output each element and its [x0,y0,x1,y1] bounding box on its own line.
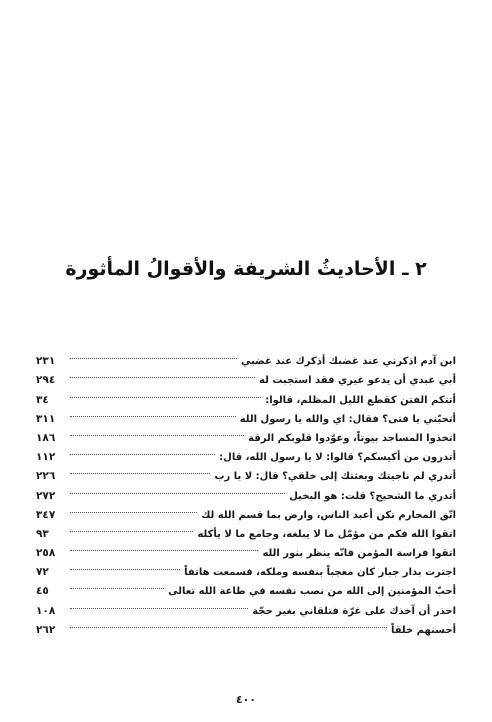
entry-page-number: ٢٥٨ [36,547,56,560]
entry-page-number: ٢٢٦ [36,470,56,483]
entry-page-number: ٣١١ [36,412,56,425]
dot-leader [70,345,237,364]
entry-text: أتدري ما الشحيح؟ قلت: هو البخيل [289,490,456,502]
entry-text: اتقوا فراسة المؤمن فانّه ينظر بنور الله [262,548,456,560]
entry-text: اتّق المحارم تكن أعبد الناس، وارض بما قسم الله لك [201,509,456,521]
entry-text: اجترت بدار جبار كان معجباً بنفسه وملكه، فسمعت هاتفاً [184,567,456,579]
entry-page-number: ٢٧٢ [36,489,56,502]
entry-page-number: ١٠٨ [36,604,56,617]
dot-leader [70,537,258,556]
dot-leader [70,460,210,479]
entry-page-number: ٣٤٧ [36,508,56,521]
entry-page-number: ٣٤ [36,393,49,406]
dot-leader [70,479,285,498]
dot-leader [70,383,261,402]
entry-page-number: ٢٦٢ [36,623,56,636]
dot-leader [70,518,193,537]
entry-page-number: ٤٥ [36,585,49,598]
entry-page-number: ٧٢ [36,566,49,579]
entry-text: أتدري لم ناجيتك وبعثتك إلى خلقي؟ قال: لا يا رب [214,471,456,483]
entry-text: أتتكم الفتن كقطع الليل المظلم، قالوا: [265,394,456,406]
entry-page-number: ٢٣١ [36,355,56,368]
entry-text: أحسنهم خلقاً [390,624,456,636]
entry-page-number: ٢٩٤ [36,374,56,387]
entry-page-number: ٩٣ [36,527,49,540]
entry-page-number: ١١٢ [36,451,56,464]
entry-text: ابن آدم اذكرني عند غضبك أذكرك عند غضبي [240,356,456,368]
dot-leader [70,575,164,594]
entry-text: أتحبّني يا فتى؟ فقال: اي والله يا رسول الله [239,413,456,425]
dot-leader [70,614,387,633]
page-number: ٤٠٠ [235,693,257,706]
dot-leader [70,499,197,518]
entry-text: أتدرون من أكيسكم؟ قالوا: لا يا رسول الله، قال: [219,452,456,464]
entry-text: احذر أن آخذك على غرّة فتلقاني بغير حجّة [252,605,456,617]
entry-text: أبي عبدي أن يدعو غيري فقد استجبت له [259,375,456,387]
entry-text: أحبّ المؤمنين إلى الله من نصب نفسه في طاعة الله تعالى [168,586,456,598]
dot-leader [70,422,244,441]
dot-leader [70,556,180,575]
dot-leader [70,441,215,460]
entry-text: اتخذوا المساجد بيوتاً، وعوّدوا قلوبكم الرقة [248,432,456,444]
dot-leader [70,594,248,613]
dot-leader [70,364,255,383]
dot-leader [70,403,236,422]
entry-text: اتقوا الله فكم من مؤمّل ما لا يبلغه، وجامع ما لا يأكله [197,528,456,540]
section-title: ٢ ـ الأحاديثُ الشريفة والأقوالُ المأثورة [65,258,427,280]
entry-page-number: ١٨٦ [36,431,56,444]
index-entry [36,345,456,368]
index-list [36,345,456,636]
